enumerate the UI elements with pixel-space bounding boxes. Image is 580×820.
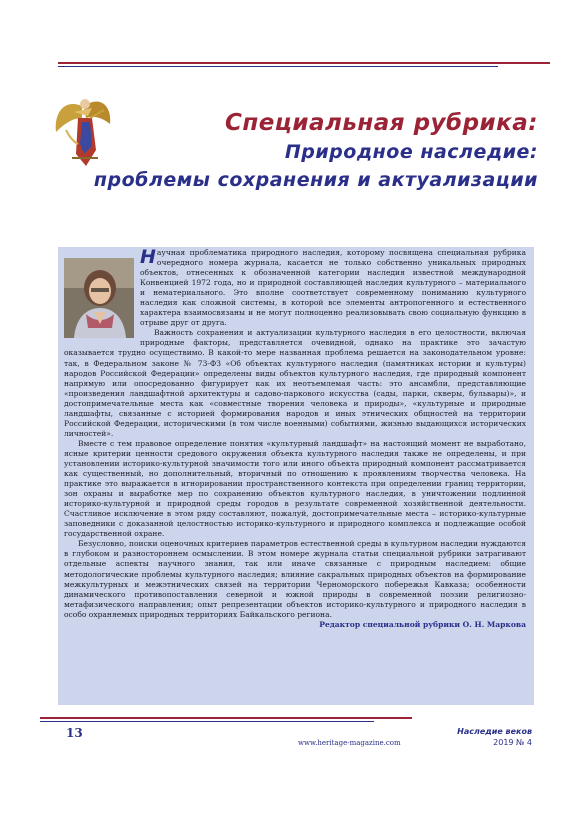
page-number: 13 (66, 726, 83, 740)
bottom-rule-red (40, 717, 412, 719)
title-block (94, 108, 538, 194)
magazine-name: Наследие веков (457, 727, 532, 736)
issue-number: 2019 № 4 (493, 738, 532, 747)
rubric-subtitle: Природное наследие: (284, 141, 538, 163)
rubric-title: Специальная рубрика: (224, 110, 538, 136)
website-link[interactable]: www.heritage-magazine.com (298, 739, 401, 747)
paragraph-1: Научная проблематика природного наследия, которому посвящена специальная рубрика очередного номера журнала, касается не только собственно уникальных природных объектов, отнесенных к обозначенной категории наследия известной международной Конвенцией 1972 года, но и природной составляющей наследия культурного – материального и нематериального. Это вполне соответствует современному пониманию культурного наследия как сложной системы, в которой все элементы антропогенного и естественного характера взаимосвязаны и не могут полноценно реализовывать свою социальную функцию в отрыве друг от друга. (140, 246, 526, 328)
rubric-subtitle-2: проблемы сохранения и актуализации (93, 169, 538, 191)
editor-signature: Редактор специальной рубрики О. Н. Маркова (319, 619, 526, 629)
paragraph-2: Важность сохранения и актуализации культурного наследия в его целостности, включая природные факторы, представляется очевидной, однако на практике это зачастую оказывается трудно осуществимо. В какой-то мере названная проблема решается на законодательном уровне: так, в Федеральном законе № 73-ФЗ «Об объектах культурного наследия (памятниках истории и культуры) народов Российской Федерации» определены виды объектов культурного наследия, где природный компонент напрямую или опосредованно фигурирует как их неотъемлемая часть: это ансамбли, представляющие «произведения ландшафтной архитектуры и садово-паркового искусства (сады, парки, скверы, бульвары)», и достопримечательные места как «совместные творения человека и природы», «культурные и природные ландшафты, связанные с историей формирования народов и иных этнических общностей на территории Российской Федерации, историческими (в том числе военными) событиями, жизнью выдающихся исторических личностей». (64, 328, 526, 438)
top-rule-red (58, 62, 550, 64)
top-rule-blue (58, 66, 498, 67)
dropcap: Н (140, 246, 156, 268)
paragraph-4: Безусловно, поиски оценочных критериев параметров естественной среды в культурном наследии нуждаются в глубоком и разностороннем осмыслении. В этом номере журнала статьи специальной рубрики затрагивают отдельные аспекты научного знания, так или иначе связанные с природным наследием: общие методологические проблемы культурного наследия; влияние сакральных природных объектов на формирование межкультурных и межэтнических связей на территории Черноморского побережья Кавказа; особенности динамического противопоставления северной и южной природы в современной поэзии религиозно-метафизического направления; опыт репрезентации объектов историко-культурного и природного наследия в особо охраняемых природных территориях Байкальского региона. (64, 539, 526, 619)
paragraph-3: Вместе с тем правовое определение понятия «культурный ландшафт» на настоящий момент не выработано, ясные критерии ценности средового окружения объекта культурного наследия также не определены, и при установлении историко-культурной значимости того или иного объекта природный компонент рассматривается как существенный, но дополнительный, вторичный по отношению к проявлениям творчества человека. На практике это выражается в игнорировании пространственного контекста при определении границ территории, зон охраны и выработке мер по сохранению объектов культурного наследия, в уничтожении подлинной историко-культурной и природной среды городов в результате современной хозяйственной деятельности. Счастливое исключение в этом ряду составляют, пожалуй, достопримечательные места – историко-культурные заповедники с доказанной целостностью историко-культурного и природного комплекса и подлежащие особой государственной охране. (64, 438, 526, 539)
bottom-rule-blue (40, 721, 374, 722)
editor-photo (64, 258, 134, 338)
